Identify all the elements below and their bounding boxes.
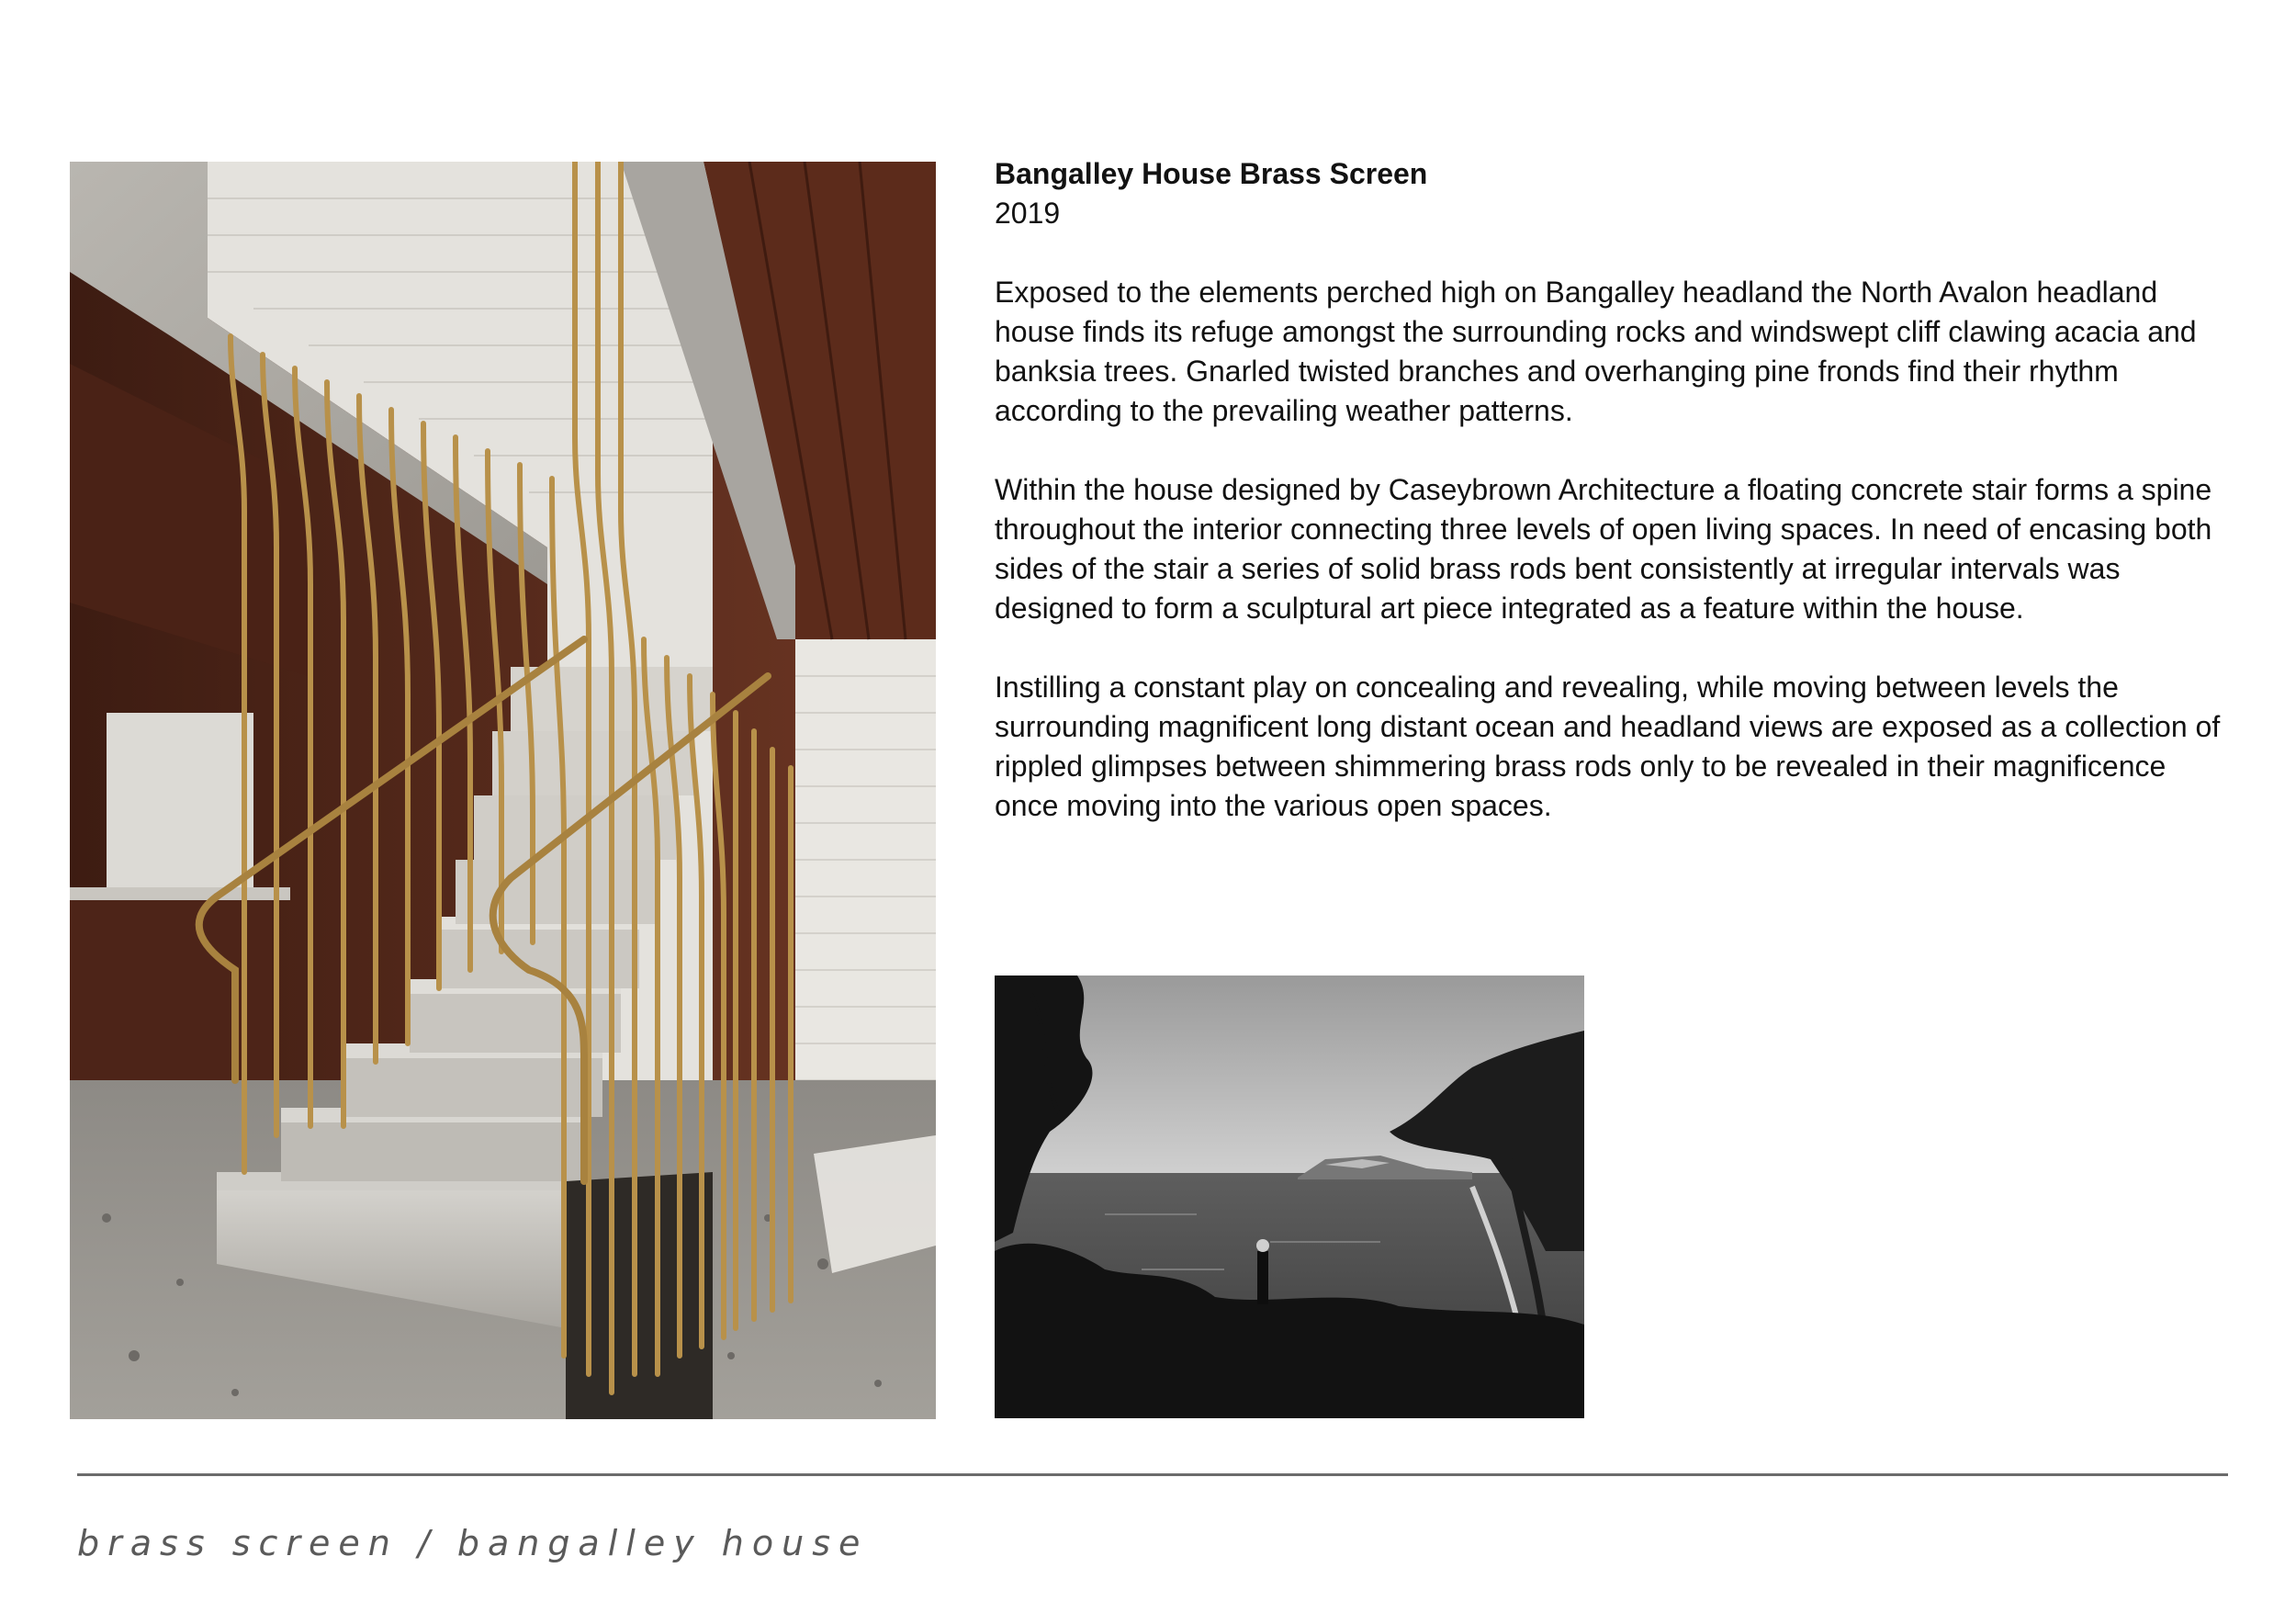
footer-divider xyxy=(77,1473,2228,1476)
paragraph-2: Within the house designed by Caseybrown Architecture a floating concrete stair forms a spine throughout the interior connecting three levels of open living spaces. In need of encasing both sides of the stair a series of solid brass rods bent consistently at irregular intervals was designed to form a sculptural art piece integrated as a feature within the house. xyxy=(995,473,2212,625)
project-year: 2019 xyxy=(995,197,1061,230)
description-text-block xyxy=(995,154,2225,865)
paragraph-3: Instilling a constant play on concealing and revealing, while moving between levels the surrounding magnificent long distant ocean and headland views are exposed as a collection of rippled glimpses between shimmering brass rods only to be revealed in their magnificence once moving into the various open spaces. xyxy=(995,671,2221,822)
page-title: Bangalley House Brass Screen xyxy=(995,157,1428,190)
footer-caption: brass screen / bangalley house xyxy=(77,1523,869,1563)
stair-photo xyxy=(70,162,936,1419)
headland-photo xyxy=(995,976,1584,1418)
stair-illustration xyxy=(70,162,936,1419)
headland-illustration xyxy=(995,976,1584,1418)
paragraph-1: Exposed to the elements perched high on Bangalley headland the North Avalon headland house finds its refuge amongst the surrounding rocks and windswept cliff clawing acacia and banksia trees. Gnarled twisted branches and overhanging pine fronds find their rhythm according to the prevailing weather patterns. xyxy=(995,276,2197,427)
